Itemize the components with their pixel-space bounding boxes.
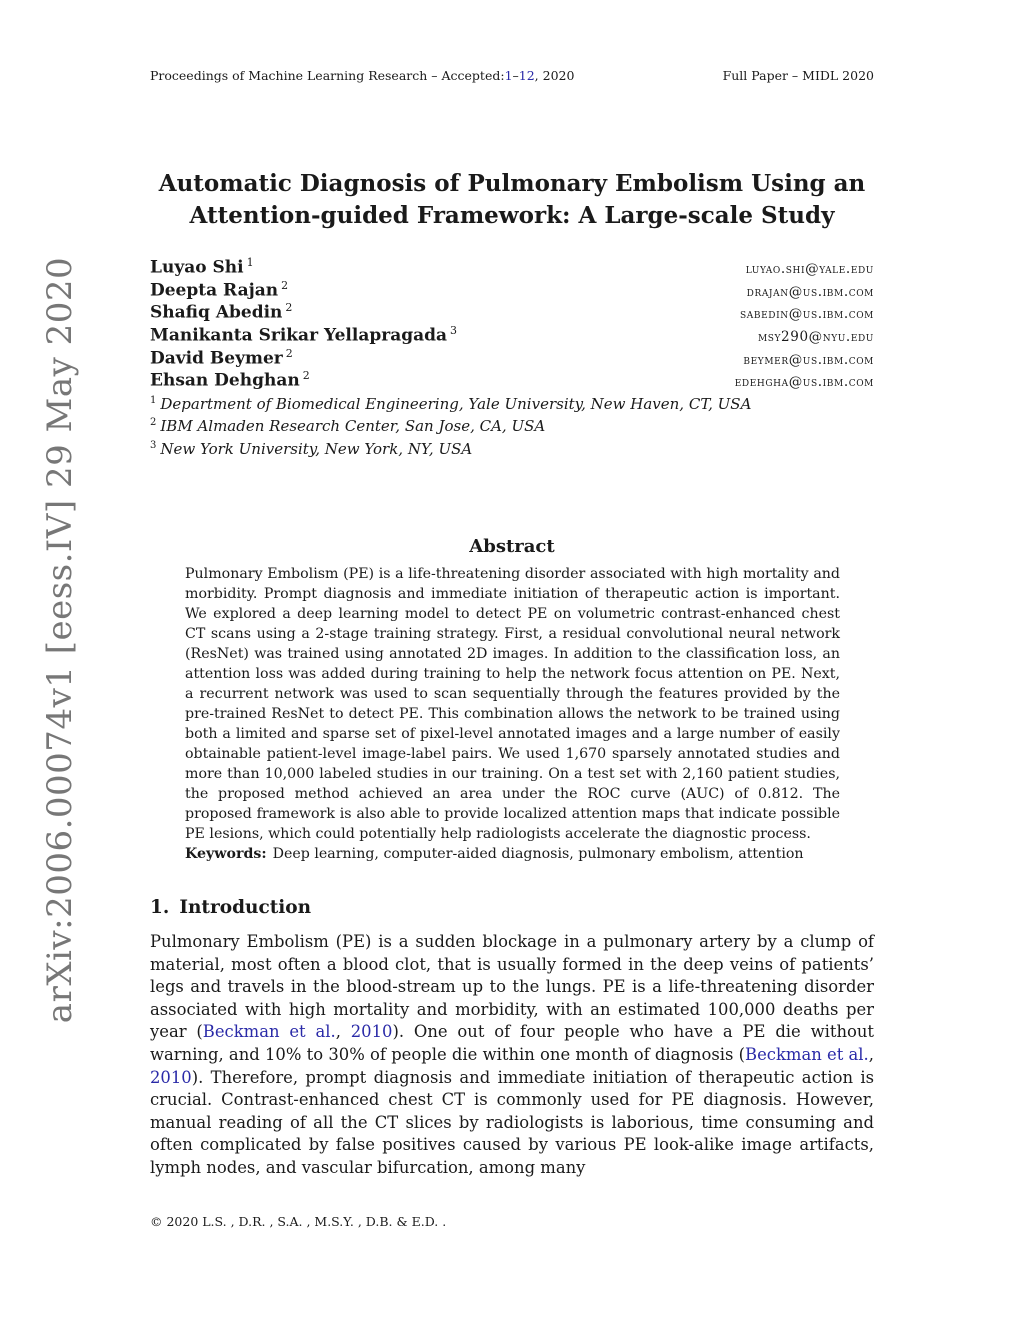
affiliation [150,440,472,458]
author-affiliation-mark: 2 [281,279,289,292]
author-name: Luyao Shi [150,257,244,278]
affiliation [150,395,751,413]
arxiv-stamp: arXiv:2006.00074v1 [eess.IV] 29 May 2020 [40,256,80,1024]
running-header-left: Proceedings of Machine Learning Research – Accepted:1–12, 2020 [150,68,575,83]
affiliation-text: Department of Biomedical Engineering, Yale University, New Haven, CT, USA [160,395,752,413]
copyright-footer: © 2020 L.S. , D.R. , S.A. , M.S.Y. , D.B. & E.D. . [150,1214,447,1229]
author-affiliation-mark: 2 [302,369,310,382]
keywords-label: Keywords: [185,846,267,862]
title-line-2: Attention-guided Framework: A Large-scale Study [189,202,835,229]
author-email[interactable]: drajan@us.ibm.com [746,283,874,300]
keywords [185,846,840,862]
citation-year-link[interactable]: 2010 [350,1022,393,1042]
running-header-right: Full Paper – MIDL 2020 [722,68,874,83]
author-affiliation-mark: 1 [246,256,254,269]
title-line-1: Automatic Diagnosis of Pulmonary Embolism Using an [158,170,866,197]
affiliation [150,417,545,435]
author-row [150,324,874,346]
section-number: 1. [150,897,170,918]
author-email[interactable]: sabedin@us.ibm.com [740,305,874,322]
abstract-heading: Abstract [469,536,555,557]
author-row [150,279,874,301]
author-row [150,369,874,391]
author-name: Ehsan Dehghan [150,370,300,391]
author-name: Manikanta Srikar Yellapragada [150,325,448,346]
author-name: Deepta Rajan [150,280,279,301]
author-email[interactable]: msy290@nyu.edu [757,328,874,345]
affiliation-number: 2 [150,417,157,428]
affiliation-text: New York University, New York, NY, USA [160,440,473,458]
affiliation-number: 3 [150,440,157,451]
author-email[interactable]: luyao.shi@yale.edu [745,260,874,277]
author-name: Shafiq Abedin [150,302,283,323]
author-row [150,347,874,369]
author-name: David Beymer [150,348,283,369]
page-range-end-link[interactable]: 12 [518,68,535,83]
paper-title [150,168,874,232]
keywords-text: Deep learning, computer-aided diagnosis, pulmonary embolism, attention [272,846,804,862]
citation-author-link[interactable]: Beckman et al. [202,1022,336,1042]
affiliation-text: IBM Almaden Research Center, San Jose, CA, USA [160,417,546,435]
author-email[interactable]: beymer@us.ibm.com [743,351,874,368]
citation-author-link[interactable]: Beckman et al. [745,1044,869,1064]
introduction-paragraph: Pulmonary Embolism (PE) is a sudden blockage in a pulmonary artery by a clump of material, most often a blood clot, that is usually formed in the deep veins of patients’ legs and travels in the blood-stream up to the lungs. PE is a life-threatening disorder associated with high mortality and morbidity, with an estimated 100,000 deaths per year (Beckman et al., 2010). One out of four people who have a PE die without warning, and 10% to 30% of people die within one month of diagnosis (Beckman et al., 2010). Therefore, prompt diagnosis and immediate initiation of therapeutic action is crucial. Contrast-enhanced chest CT is commonly used for PE diagnosis. However, manual reading of all the CT slices by radiologists is laborious, time consuming and often complicated by false positives caused by various PE look-alike image artifacts, lymph nodes, and vascular bifurcation, among many [150,932,875,1177]
author-row [150,256,874,278]
author-affiliation-mark: 2 [285,301,293,314]
affiliation-number: 1 [150,395,157,406]
author-affiliation-mark: 3 [450,324,458,337]
page-range-start-link[interactable]: 1 [504,68,513,83]
author-email[interactable]: edehgha@us.ibm.com [734,373,874,390]
section-heading-introduction [150,897,311,918]
citation-year-link[interactable]: 2010 [150,1067,192,1087]
author-affiliation-mark: 2 [285,347,293,360]
section-title: Introduction [179,897,312,918]
author-row [150,301,874,323]
abstract-text: Pulmonary Embolism (PE) is a life-threatening disorder associated with high mortality and morbidity. Prompt diagnosis and immediate initiation of therapeutic action is important. We explored a deep learning model to detect PE on volumetric contrast-enhanced chest CT scans using a 2-stage training strategy. First, a residual convolutional neural network (ResNet) was trained using annotated 2D images. In addition to the classification loss, an attention loss was added during training to help the network focus attention on PE. Next, a recurrent network was used to scan sequentially through the features provided by the pre-trained ResNet to detect PE. This combination allows the network to be trained using both a limited and sparse set of pixel-level annotated images and a large number of easily obtainable patient-level image-label pairs. We used 1,670 sparsely annotated studies and more than 10,000 labeled studies in our training. On a test set with 2,160 patient studies, the proposed method achieved an area under the ROC curve (AUC) of 0.812. The proposed framework is also able to provide localized attention maps that indicate possible PE lesions, which could potentially help radiologists accelerate the diagnostic process. [185,566,840,842]
